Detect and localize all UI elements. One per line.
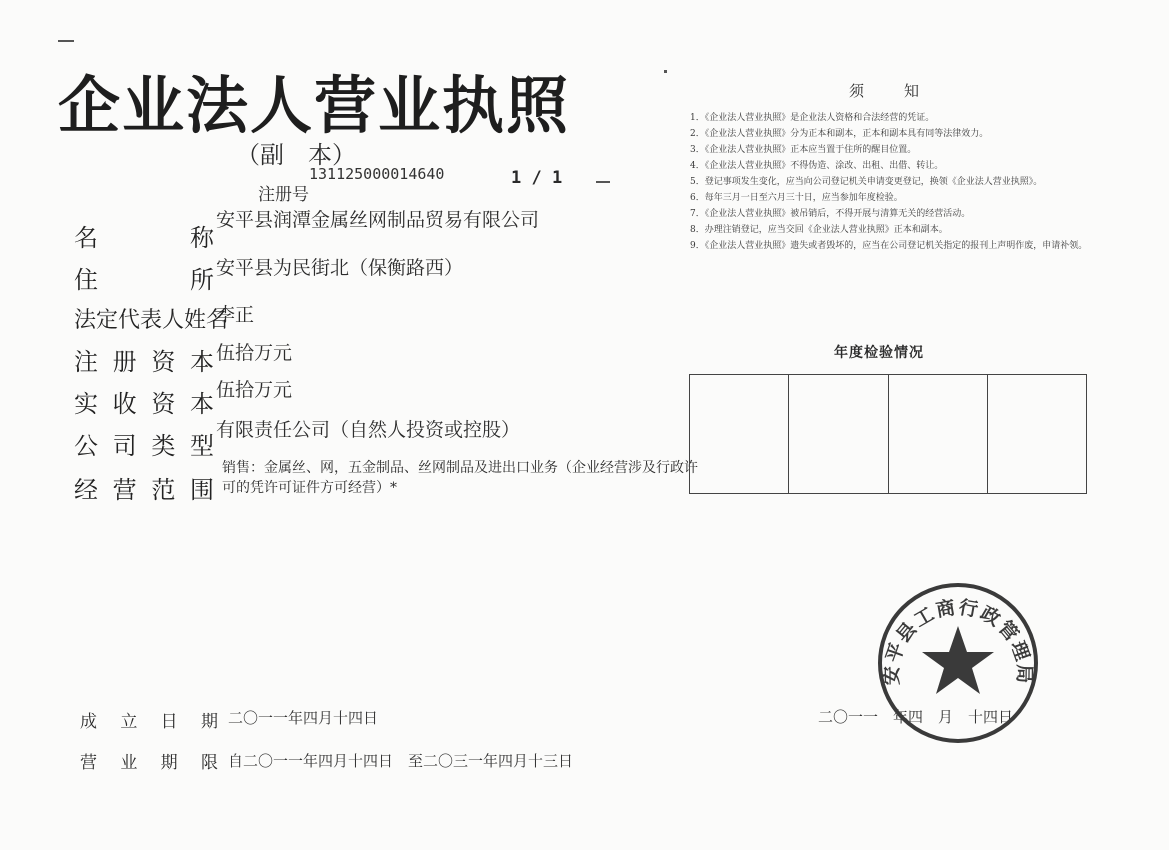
seal-text: 安平县工商行政管理局 bbox=[880, 596, 1036, 686]
registration-label: 注册号 bbox=[258, 185, 309, 205]
field-value-address: 安平县为民街北（保衡路西） bbox=[216, 257, 464, 279]
notice-item: 2．《企业法人营业执照》分为正本和副本，正本和副本具有同等法律效力。 bbox=[690, 129, 989, 139]
page-count: 1 / 1 bbox=[511, 168, 563, 188]
field-label-legal-rep: 法定代表人姓名 bbox=[74, 308, 229, 333]
field-value-paid-capital: 伍拾万元 bbox=[216, 379, 293, 401]
established-date-label: 成 立 日 期 bbox=[80, 712, 218, 732]
notice-item: 3．《企业法人营业执照》正本应当置于住所的醒目位置。 bbox=[690, 145, 917, 155]
field-value-legal-rep: 李正 bbox=[216, 304, 255, 326]
notice-item: 6．每年三月一日至六月三十日，应当参加年度检验。 bbox=[690, 193, 903, 203]
field-label-company-type: 公 司 类 型 bbox=[74, 432, 214, 460]
established-date-value: 二〇一一年四月十四日 bbox=[228, 709, 379, 727]
scan-mark bbox=[58, 40, 74, 42]
field-value-name: 安平县润潭金属丝网制品贸易有限公司 bbox=[216, 209, 540, 231]
field-label-business-scope: 经 营 范 围 bbox=[74, 476, 214, 504]
notice-title: 须知 bbox=[849, 82, 960, 100]
notice-item: 1．《企业法人营业执照》是企业法人资格和合法经营的凭证。 bbox=[690, 113, 935, 123]
scan-mark bbox=[596, 181, 610, 183]
field-value-business-scope: 销售：金属丝、网，五金制品、丝网制品及进出口业务（企业经营涉及行政许可的凭许可证件方可经营）* bbox=[222, 460, 698, 496]
field-value-company-type: 有限责任公司（自然人投资或控股） bbox=[216, 419, 521, 441]
field-label-address: 住 所 bbox=[74, 266, 214, 294]
inspection-cell bbox=[889, 375, 988, 493]
field-label-registered-capital: 注 册 资 本 bbox=[74, 348, 214, 376]
official-seal-icon bbox=[873, 578, 1043, 748]
scan-mark bbox=[664, 70, 667, 73]
notice-item: 7．《企业法人营业执照》被吊销后，不得开展与清算无关的经营活动。 bbox=[690, 209, 971, 219]
field-value-registered-capital: 伍拾万元 bbox=[216, 342, 293, 364]
document-title: 企业法人营业执照 bbox=[58, 69, 571, 142]
business-term-value: 自二〇一一年四月十四日 至二〇三一年四月十三日 bbox=[228, 752, 574, 770]
inspection-title: 年度检验情况 bbox=[834, 345, 924, 361]
field-label-name: 名 称 bbox=[74, 224, 214, 252]
notice-item: 5．登记事项发生变化，应当向公司登记机关申请变更登记，换领《企业法人营业执照》。 bbox=[690, 177, 1043, 187]
document-subtitle: （副 本） bbox=[236, 141, 356, 169]
notice-item: 8．办理注销登记，应当交回《企业法人营业执照》正本和副本。 bbox=[690, 225, 948, 235]
issue-date: 二〇一一 年四 月 十四日 bbox=[818, 708, 1014, 726]
inspection-cell bbox=[789, 375, 888, 493]
business-term-label: 营 业 期 限 bbox=[80, 753, 218, 773]
notice-list bbox=[690, 110, 1090, 254]
registration-number: 131125000014640 bbox=[309, 165, 445, 183]
inspection-cell bbox=[988, 375, 1086, 493]
field-label-paid-capital: 实 收 资 本 bbox=[74, 390, 214, 418]
notice-item: 4．《企业法人营业执照》不得伪造、涂改、出租、出借、转让。 bbox=[690, 161, 944, 171]
inspection-table bbox=[689, 374, 1087, 494]
notice-item: 9．《企业法人营业执照》遗失或者毁坏的，应当在公司登记机关指定的报刊上声明作废，申请补领。 bbox=[690, 241, 1088, 251]
inspection-cell bbox=[690, 375, 789, 493]
